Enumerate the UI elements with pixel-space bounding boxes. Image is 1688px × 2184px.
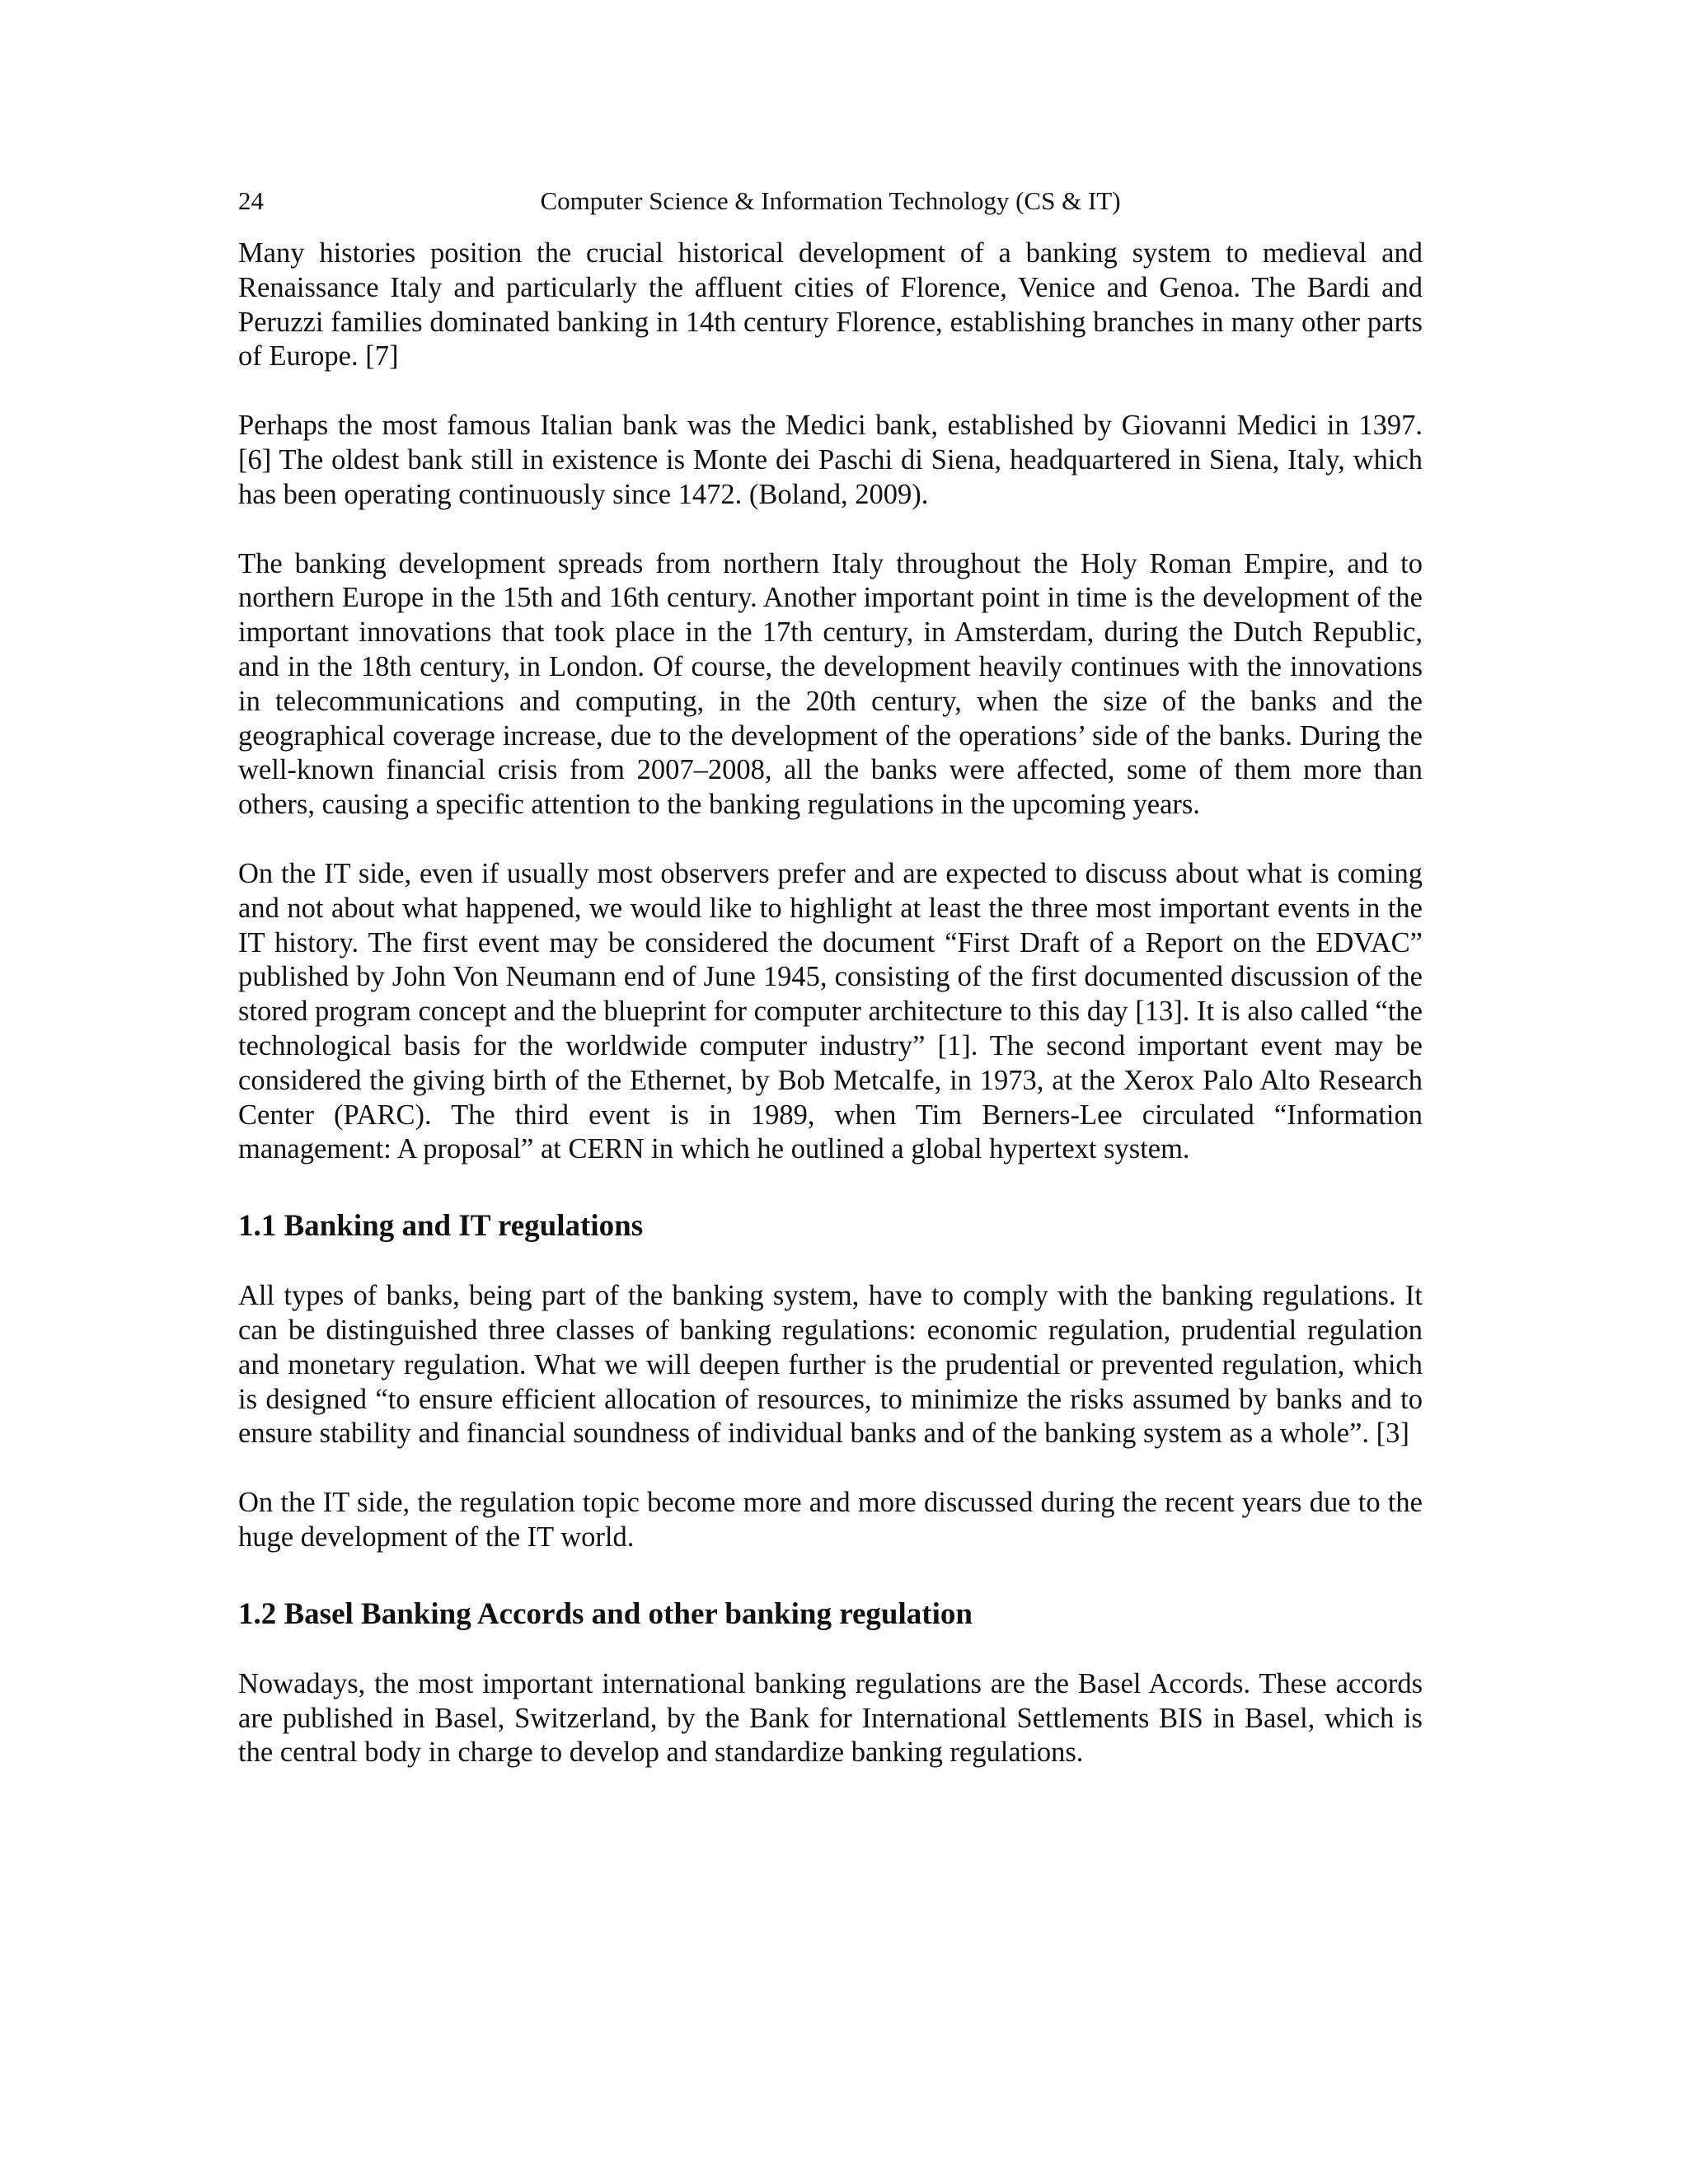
section-heading-basel-accords: 1.2 Basel Banking Accords and other banking regulation <box>238 1596 973 1631</box>
page-number: 24 <box>238 186 264 215</box>
paragraph-banking-regulations: All types of banks, being part of the banking system, have to comply with the banking regulations. It can be distinguished three classes of banking regulations: economic regulation, prudential regulation and monetary regulation. What we will deepen further is the prudential or prevented regulation, which is designed “to ensure efficient allocation of resources, to minimize the risks assumed by banks and to ensure stability and financial soundness of individual banks and of the banking system as a whole”. [3] <box>238 1280 1423 1450</box>
paragraph-banking-development: The banking development spreads from northern Italy throughout the Holy Roman Empire, and to northern Europe in the 15th and 16th century. Another important point in time is the development of the important innovations that took place in the 17th century, in Amsterdam, during the Dutch Republic, and in the 18th century, in London. Of course, the development heavily continues with the innovations in telecommunications and computing, in the 20th century, when the size of the banks and the geographical coverage increase, due to the development of the operations’ side of the banks. During the well-known financial crisis from 2007–2008, all the banks were affected, some of them more than others, causing a specific attention to the banking regulations in the upcoming years. <box>238 547 1423 821</box>
body-text <box>238 237 1423 1805</box>
running-header <box>238 185 1423 218</box>
paragraph-medici-bank: Perhaps the most famous Italian bank was the Medici bank, established by Giovanni Medici in 1397. [6] The oldest bank still in existence is Monte dei Paschi di Siena, headquartered in Siena, Italy, which has been operating continuously since 1472. (Boland, 2009). <box>238 410 1423 510</box>
journal-title: Computer Science & Information Technology (CS & IT) <box>540 186 1121 215</box>
paragraph-it-history: On the IT side, even if usually most observers prefer and are expected to discuss about what is coming and not about what happened, we would like to highlight at least the three most important events in the IT history. The first event may be considered the document “First Draft of a Report on the EDVAC” published by John Von Neumann end of June 1945, consisting of the first documented discussion of the stored program concept and the blueprint for computer architecture to this day [13]. It is also called “the technological basis for the worldwide computer industry” [1]. The second important event may be considered the giving birth of the Ethernet, by Bob Metcalfe, in 1973, at the Xerox Palo Alto Research Center (PARC). The third event is in 1989, when Tim Berners-Lee circulated “Information management: A proposal” at CERN in which he outlined a global hypertext system. <box>238 857 1423 1165</box>
paragraph-basel-accords: Nowadays, the most important international banking regulations are the Basel Accords. These accords are published in Basel, Switzerland, by the Bank for International Settlements BIS in Basel, which is the central body in charge to develop and standardize banking regulations. <box>238 1667 1423 1769</box>
paragraph-it-regulation: On the IT side, the regulation topic become more and more discussed during the recent years due to the huge development of the IT world. <box>238 1487 1423 1553</box>
section-heading-banking-it-regulations: 1.1 Banking and IT regulations <box>238 1209 644 1244</box>
paragraph-medieval-banking: Many histories position the crucial historical development of a banking system to medieval and Renaissance Italy and particularly the affluent cities of Florence, Venice and Genoa. The Bardi and Peruzzi families dominated banking in 14th century Florence, establishing branches in many other parts of Europe. [7] <box>238 237 1423 373</box>
